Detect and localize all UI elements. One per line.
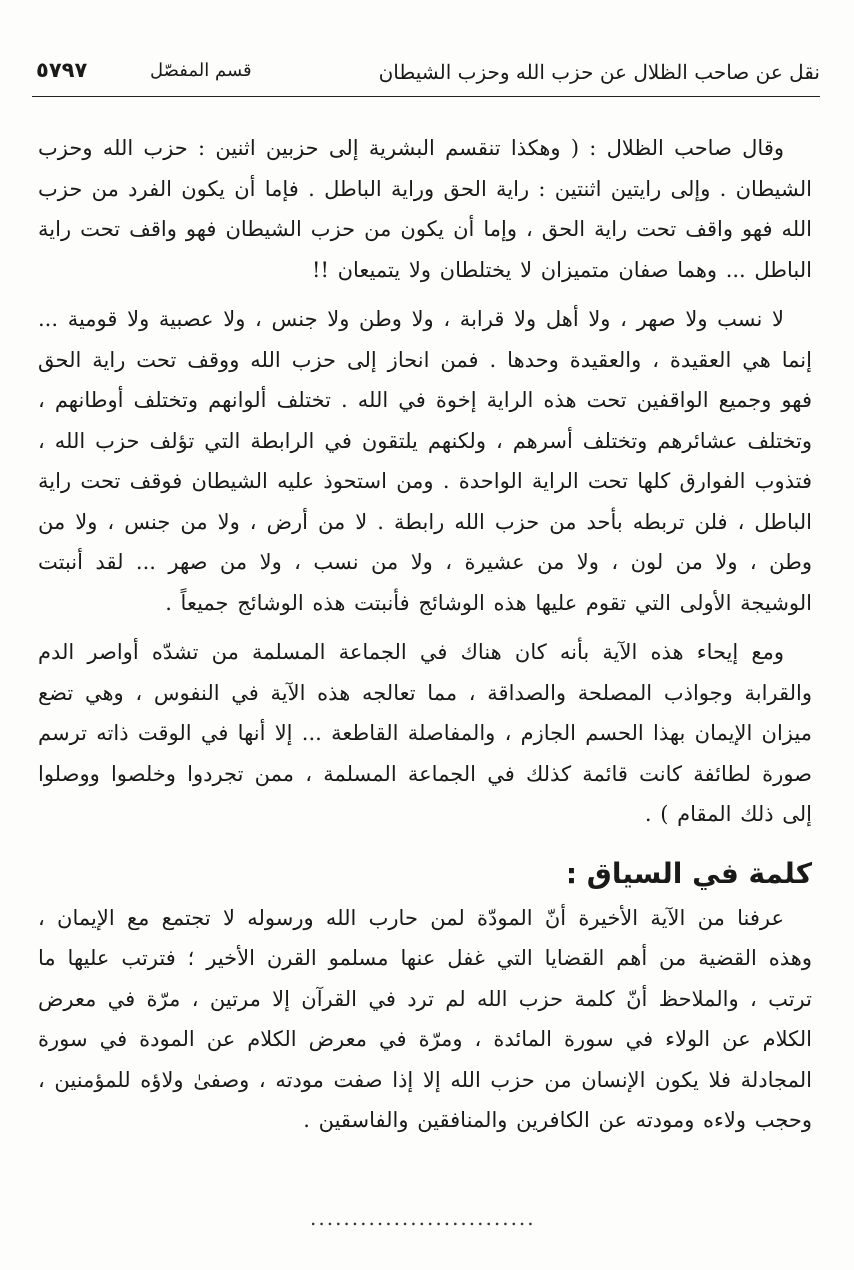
page-number: ٥٧٩٧ — [36, 58, 88, 82]
paragraph-quote-intro: وقال صاحب الظلال : ( وهكذا تنقسم البشرية إلى حزبين اثنين : حزب الله وحزب الشيطان . وإلى رايتين اثنتين : راية الحق وراية الباطل . فإما أن يكون الفرد من حزب الله فهو واقف تحت راية الحق ، وإما أن يكون من حزب الشيطان فهو واقف تحت راية الباطل ... وهما صفان متميزان لا يختلطان ولا يتميعان !! — [38, 136, 812, 282]
section-name: قسم المفصّل — [150, 60, 252, 81]
section-heading: كلمة في السياق : — [565, 856, 812, 890]
paragraph-gap — [38, 290, 812, 299]
page-header — [32, 54, 820, 97]
paragraph-kinship: لا نسب ولا صهر ، ولا أهل ولا قرابة ، ولا وطن ولا جنس ، ولا عصبية ولا قومية ... إنما هي العقيدة ، والعقيدة وحدها . فمن انحاز إلى حزب الله ووقف تحت راية الحق فهو وجميع الواقفين تحت هذه الراية إخوة في الله . تختلف ألوانهم وتختلف أوطانهم ، وتختلف عشائرهم وتختلف أسرهم ، ولكنهم يلتقون في الرابطة التي تؤلف حزب الله ، فتذوب الفوارق كلها تحت الراية الواحدة . ومن استحوذ عليه الشيطان فوقف تحت راية الباطل ، فلن تربطه بأحد من حزب الله رابطة . لا من أرض ، ولا من جنس ، ولا من وطن ، ولا من لون ، ولا من عشيرة ، ولا من نسب ، ولا من صهر ... لقد أنبتت الوشيجة الأولى التي تقوم عليها هذه الوشائج فأنبتت هذه الوشائج جميعاً . — [38, 307, 812, 615]
paragraph-context: عرفنا من الآية الأخيرة أنّ المودّة لمن حارب الله ورسوله لا تجتمع مع الإيمان ، وهذه القضية من أهم القضايا التي غفل عنها مسلمو القرن الأخير ؛ فترتب عليها ما ترتب ، والملاحظ أنّ كلمة حزب الله لم ترد في القرآن إلا مرتين ، مرّة في معرض الكلام عن الولاء في سورة المائدة ، ومرّة في معرض الكلام عن المودة في سورة المجادلة فلا يكون الإنسان من حزب الله إلا إذا صفت مودته ، وصفىٰ ولاؤه للمؤمنين ، وحجب ولاءه ومودته عن الكافرين والمنافقين والفاسقين . — [38, 905, 812, 1132]
paragraph-gap — [38, 623, 812, 632]
end-separator: ........................... — [310, 1206, 536, 1230]
paragraph-verse-implication: ومع إيحاء هذه الآية بأنه كان هناك في الجماعة المسلمة من تشدّه أواصر الدم والقرابة وجواذب المصلحة والصداقة ، مما تعالجه هذه الآية في النفوس ، وهي تضع ميزان الإيمان بهذا الحسم الجازم ، والمفاصلة القاطعة ... إلا أنها في الوقت ذاته ترسم صورة لطائفة كانت قائمة كذلك في الجماعة المسلمة ، ممن تجردوا وخلصوا ووصلوا إلى ذلك المقام ) . — [38, 640, 812, 826]
running-title: نقل عن صاحب الظلال عن حزب الله وحزب الشيطان — [378, 60, 820, 84]
body-text — [38, 128, 812, 1141]
paragraph-gap — [38, 835, 812, 844]
